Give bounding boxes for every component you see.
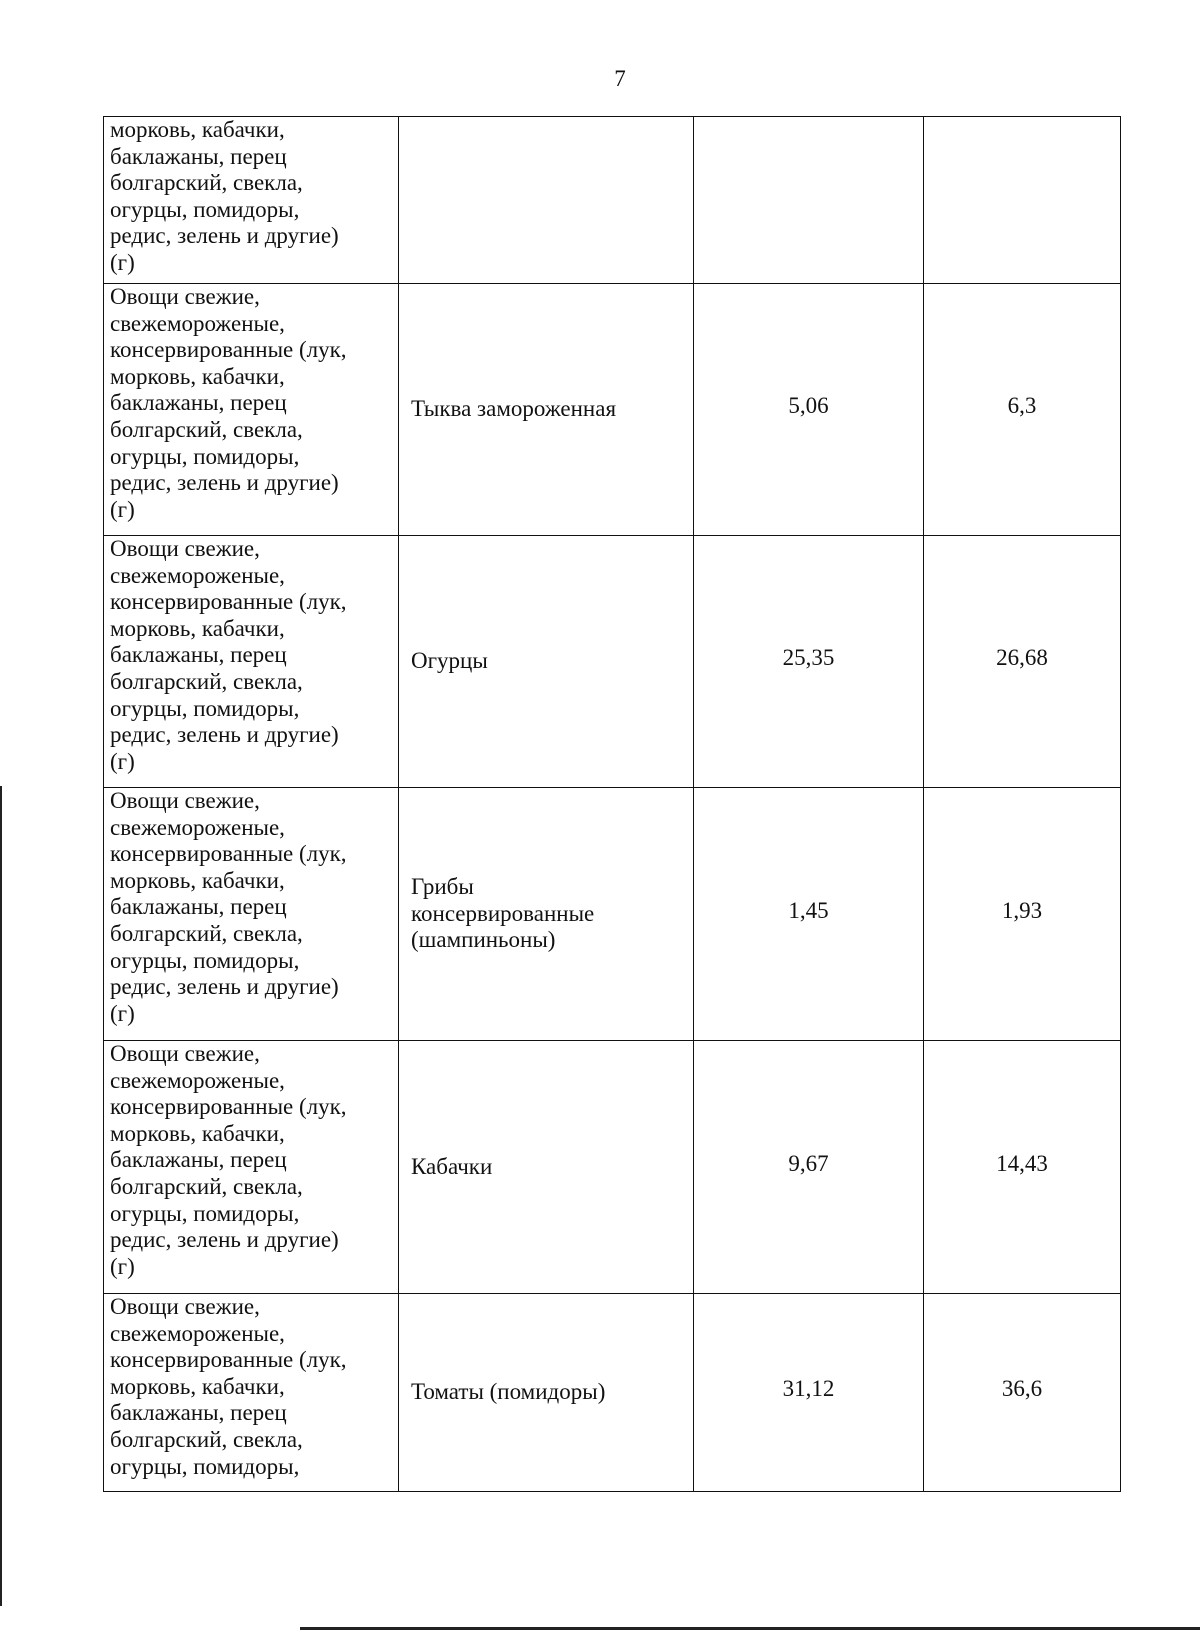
category-line: баклажаны, перец: [110, 1400, 287, 1426]
table-row: [104, 1294, 1121, 1492]
category-cell: [104, 536, 399, 788]
value-cell-2: 6,3: [924, 284, 1121, 536]
category-line: (г): [110, 1000, 135, 1026]
value-cell-1: 9,67: [694, 1041, 924, 1294]
category-line: (г): [110, 496, 135, 522]
category-line: свежемороженые,: [110, 814, 285, 840]
category-cell: [104, 117, 399, 284]
category-line: баклажаны, перец: [110, 390, 287, 416]
category-cell: [104, 1041, 399, 1294]
category-line: болгарский, свекла,: [110, 416, 303, 442]
table-row: [104, 536, 1121, 788]
value-cell-2: 36,6: [924, 1294, 1121, 1492]
category-line: свежемороженые,: [110, 310, 285, 336]
value-cell-2: 14,43: [924, 1041, 1121, 1294]
category-line: консервированные (лук,: [110, 841, 347, 867]
scan-edge-bottom: [300, 1627, 1200, 1630]
category-line: болгарский, свекла,: [110, 668, 303, 694]
product-cell: Огурцы: [399, 536, 694, 788]
page-number: 7: [614, 66, 626, 91]
category-line: редис, зелень и другие): [110, 223, 339, 249]
category-line: редис, зелень и другие): [110, 722, 339, 748]
table-row: [104, 117, 1121, 284]
category-line: (г): [110, 249, 135, 275]
table-row: [104, 788, 1121, 1041]
value-cell-2: [924, 117, 1121, 284]
product-cell: Томаты (помидоры): [399, 1294, 694, 1492]
category-line: Овощи свежие,: [110, 788, 260, 813]
table-row: [104, 1041, 1121, 1294]
value-cell-1: 25,35: [694, 536, 924, 788]
category-line: консервированные (лук,: [110, 1347, 347, 1373]
category-line: редис, зелень и другие): [110, 1227, 339, 1253]
category-line: болгарский, свекла,: [110, 920, 303, 946]
category-line: баклажаны, перец: [110, 1147, 287, 1173]
category-line: (г): [110, 748, 135, 774]
category-line: морковь, кабачки,: [110, 363, 285, 389]
category-line: баклажаны, перец: [110, 642, 287, 668]
category-line: огурцы, помидоры,: [110, 695, 300, 721]
category-line: Овощи свежие,: [110, 1294, 260, 1319]
category-line: огурцы, помидоры,: [110, 443, 300, 469]
category-line: морковь, кабачки,: [110, 867, 285, 893]
document-table: [103, 116, 1121, 1492]
scan-edge-left: [0, 786, 2, 1606]
category-cell: [104, 284, 399, 536]
category-cell: [104, 1294, 399, 1492]
value-cell-2: 1,93: [924, 788, 1121, 1041]
category-line: баклажаны, перец: [110, 143, 287, 169]
table-row: [104, 284, 1121, 536]
category-line: болгарский, свекла,: [110, 170, 303, 196]
category-line: редис, зелень и другие): [110, 974, 339, 1000]
category-line: свежемороженые,: [110, 1320, 285, 1346]
category-line: свежемороженые,: [110, 562, 285, 588]
category-line: морковь, кабачки,: [110, 1373, 285, 1399]
category-line: свежемороженые,: [110, 1067, 285, 1093]
product-cell: Кабачки: [399, 1041, 694, 1294]
product-cell: [399, 117, 694, 284]
product-cell: Грибы консервированные (шампиньоны): [399, 788, 694, 1041]
value-cell-1: 31,12: [694, 1294, 924, 1492]
category-line: огурцы, помидоры,: [110, 947, 300, 973]
category-line: Овощи свежие,: [110, 1041, 260, 1066]
category-line: огурцы, помидоры,: [110, 1453, 300, 1479]
value-cell-2: 26,68: [924, 536, 1121, 788]
category-line: баклажаны, перец: [110, 894, 287, 920]
value-cell-1: 5,06: [694, 284, 924, 536]
category-line: консервированные (лук,: [110, 337, 347, 363]
category-line: огурцы, помидоры,: [110, 1200, 300, 1226]
category-line: редис, зелень и другие): [110, 470, 339, 496]
category-line: консервированные (лук,: [110, 1094, 347, 1120]
product-cell: Тыква замороженная: [399, 284, 694, 536]
table-body: [104, 117, 1121, 1492]
category-line: огурцы, помидоры,: [110, 196, 300, 222]
category-line: морковь, кабачки,: [110, 615, 285, 641]
category-line: Овощи свежие,: [110, 536, 260, 561]
category-line: морковь, кабачки,: [110, 117, 285, 142]
category-line: консервированные (лук,: [110, 589, 347, 615]
category-line: морковь, кабачки,: [110, 1120, 285, 1146]
category-line: (г): [110, 1253, 135, 1279]
value-cell-1: [694, 117, 924, 284]
value-cell-1: 1,45: [694, 788, 924, 1041]
category-line: болгарский, свекла,: [110, 1426, 303, 1452]
category-line: Овощи свежие,: [110, 284, 260, 309]
category-line: болгарский, свекла,: [110, 1173, 303, 1199]
category-cell: [104, 788, 399, 1041]
